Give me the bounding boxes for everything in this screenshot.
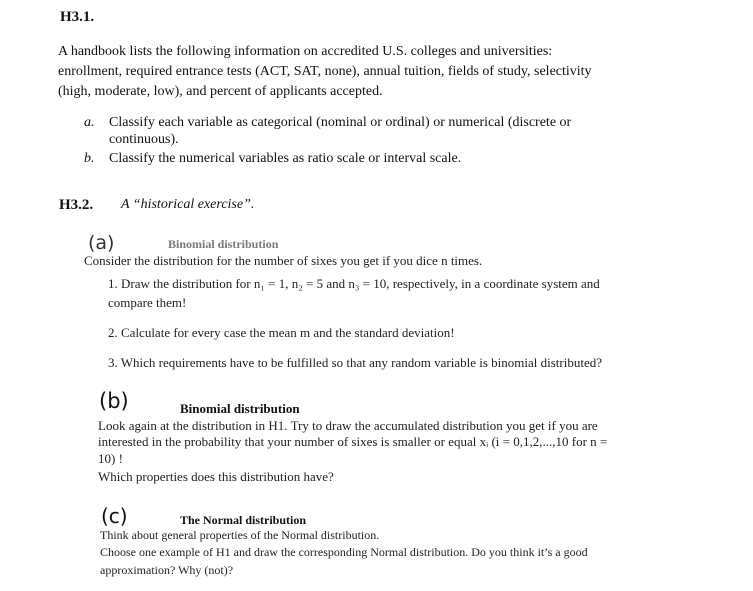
h31-item-b-label: b. [84,151,95,166]
h32-title: H3.2. [59,197,94,213]
part-b-heading: Binomial distribution [180,401,300,416]
h31-item-a-label: a. [84,115,95,130]
h31-item-a-line-1: Classify each variable as categorical (nominal or ordinal) or numerical (discrete or [109,115,572,130]
h31-title: H3.1. [60,9,95,25]
part-b-line-3: 10) ! [98,451,123,466]
h32-subtitle: A “historical exercise”. [121,197,255,212]
part-a-handwritten-mark: (a) [88,232,115,254]
h31-item-a-line-2: continuous). [109,132,179,147]
part-a-item-3: 3. Which requirements have to be fulfilled so that any random variable is binomial distributed? [108,355,602,370]
h31-intro-line-3: (high, moderate, low), and percent of applicants accepted. [58,84,383,99]
part-c-line-3: approximation? Why (not)? [100,563,234,577]
part-a-heading: Binomial distribution [168,237,279,251]
part-a-item-1-line-1: 1. Draw the distribution for n₁ = 1, n₂ = 5 and n₃ = 10, respectively, in a coordinate system and [108,276,600,291]
part-b-handwritten-mark: (b) [99,389,129,413]
part-a-item-2: 2. Calculate for every case the mean m and the standard deviation! [108,325,455,340]
part-c-handwritten-mark: (c) [101,504,128,528]
part-b-line-4: Which properties does this distribution have? [98,469,334,484]
part-a-intro: Consider the distribution for the number of sixes you get if you dice n times. [84,253,483,268]
part-c-heading: The Normal distribution [180,513,307,527]
h31-intro-line-1: A handbook lists the following information on accredited U.S. colleges and universities: [58,44,553,59]
part-a-item-1-line-2: compare them! [108,295,187,310]
h31-intro-line-2: enrollment, required entrance tests (ACT, SAT, none), annual tuition, fields of study, selectivity [58,64,592,79]
part-b-line-1: Look again at the distribution in H1. Try to draw the accumulated distribution you get if you are [98,418,598,433]
part-b-line-2: interested in the probability that your number of sixes is smaller or equal xᵢ (i = 0,1,2,...,10 for n = [98,434,608,449]
h31-item-b-line-1: Classify the numerical variables as ratio scale or interval scale. [109,151,462,166]
part-c-line-1: Think about general properties of the Normal distribution. [100,528,380,542]
part-c-line-2: Choose one example of H1 and draw the corresponding Normal distribution. Do you think it’s a good [100,545,588,559]
